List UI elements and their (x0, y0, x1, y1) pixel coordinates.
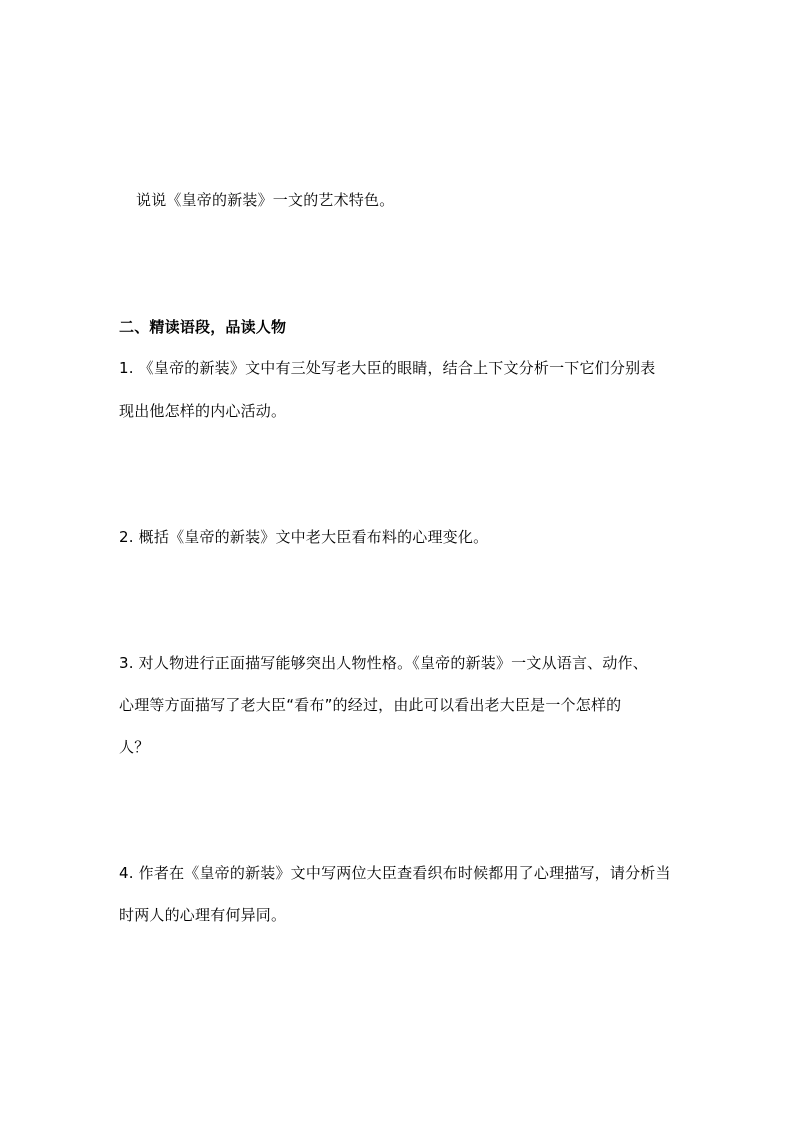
section-heading: 二、精读语段，品读人物 (119, 318, 287, 336)
question-3-line-1: 3. 对人物进行正面描写能够突出人物性格。《皇帝的新装》一文从语言、动作、 (119, 654, 648, 672)
question-1-line-1: 1. 《皇帝的新装》文中有三处写老大臣的眼睛，结合上下文分析一下它们分别表 (119, 359, 656, 377)
question-2-line-1: 2. 概括《皇帝的新装》文中老大臣看布料的心理变化。 (119, 528, 489, 546)
question-4-line-2: 时两人的心理有何异同。 (119, 906, 287, 924)
question-1-line-2: 现出他怎样的内心活动。 (119, 402, 287, 420)
question-4-line-1: 4. 作者在《皇帝的新装》文中写两位大臣查看织布时候都用了心理描写，请分析当 (119, 864, 671, 882)
intro-prompt: 说说《皇帝的新装》一文的艺术特色。 (136, 191, 395, 209)
question-3-line-3: 人？ (119, 738, 150, 756)
question-3-line-2: 心理等方面描写了老大臣“看布”的经过，由此可以看出老大臣是一个怎样的 (119, 696, 622, 714)
